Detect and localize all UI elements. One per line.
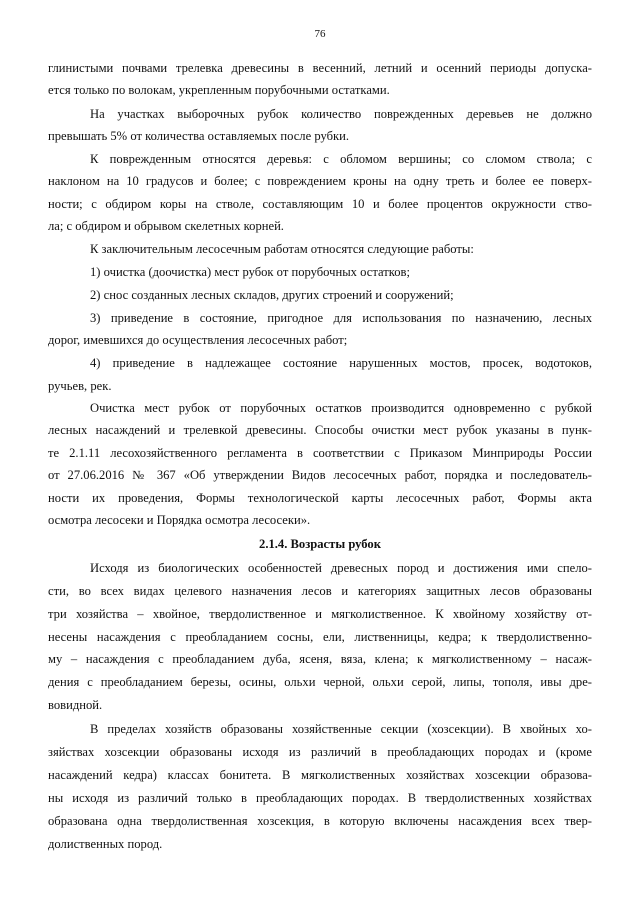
text-line: ла; с обдиром и обрывом скелетных корней. bbox=[48, 219, 284, 233]
text-line: ности их проведения, Формы технологической карты лесосечных работ, Формы акта bbox=[48, 491, 592, 505]
text-line: К поврежденным относятся деревья: с обломом вершины; со сломом ствола; с bbox=[90, 152, 592, 166]
text-line: осмотра лесосеки и Порядка осмотра лесосеки». bbox=[48, 513, 311, 527]
text-line: лесных насаждений и трелевкой древесины. Способы очистки мест рубок указаны в пунк- bbox=[48, 423, 592, 437]
text-line: три хозяйства – хвойное, твердолиственное и мягколиственное. К хвойному хозяйству от- bbox=[48, 607, 592, 621]
list-item: 1) очистка (доочистка) мест рубок от порубочных остатков; bbox=[90, 265, 410, 279]
text-line: ется только по волокам, укрепленным порубочными остатками. bbox=[48, 83, 390, 97]
text-line: ны исходя из различий только в преобладающих породах. В твердолиственных хозяйствах bbox=[48, 791, 592, 805]
text-line: глинистыми почвами трелевка древесины в весенний, летний и осенний периоды допуска- bbox=[48, 61, 592, 75]
text-line: В пределах хозяйств образованы хозяйственные секции (хозсекции). В хвойных хо- bbox=[90, 722, 592, 736]
text-line: Очистка мест рубок от порубочных остатков производится одновременно с рубкой bbox=[90, 401, 592, 415]
text-line: дорог, имевшихся до осуществления лесосечных работ; bbox=[48, 333, 348, 347]
text-line: ручьев, рек. bbox=[48, 379, 112, 393]
text-line: превышать 5% от количества оставляемых после рубки. bbox=[48, 129, 350, 143]
list-item: 2) снос созданных лесных складов, других строений и сооружений; bbox=[90, 288, 454, 302]
text-line: му – насаждения с преобладанием дуба, ясеня, вяза, клена; к мягколиственному – насаж- bbox=[48, 652, 592, 666]
text-line: от 27.06.2016 № 367 «Об утверждении Видов лесосечных работ, порядка и последователь- bbox=[48, 468, 592, 482]
text-line: зяйствах хозсекции образованы исходя из различий в преобладающих породах и (кроме bbox=[48, 745, 592, 759]
text-line: Исходя из биологических особенностей древесных пород и достижения ими спело- bbox=[90, 561, 592, 575]
text-line: наклоном на 10 градусов и более; с повреждением кроны на одну треть и более ее поверх- bbox=[48, 174, 592, 188]
text-line: ности; с обдиром коры на стволе, составляющим 10 и более процентов окружности ство- bbox=[48, 197, 592, 211]
text-line: долиственных пород. bbox=[48, 837, 163, 851]
section-heading: 2.1.4. Возрасты рубок bbox=[259, 537, 381, 551]
text-line: вовидной. bbox=[48, 698, 103, 712]
text-line: несены насаждения с преобладанием сосны, ели, лиственницы, кедра; к твердолиственно- bbox=[48, 630, 592, 644]
list-item: 4) приведение в надлежащее состояние нарушенных мостов, просек, водотоков, bbox=[90, 356, 592, 370]
list-item: 3) приведение в состояние, пригодное для использования по назначению, лесных bbox=[90, 311, 592, 325]
text-line: насаждений кедра) классах бонитета. В мягколиственных хозяйствах хозсекции образова- bbox=[48, 768, 592, 782]
text-line: На участках выборочных рубок количество поврежденных деревьев не должно bbox=[90, 107, 592, 121]
text-line: образована одна твердолиственная хозсекция, в которую включены насаждения всех твер- bbox=[48, 814, 592, 828]
text-line: дения с преобладанием березы, осины, ольхи черной, ольхи серой, липы, тополя, ивы дре- bbox=[48, 675, 592, 689]
text-line: сти, во всех видах целевого назначения лесов и категориях защитных лесов образованы bbox=[48, 584, 592, 598]
page-number: 76 bbox=[314, 28, 326, 40]
text-line: К заключительным лесосечным работам относятся следующие работы: bbox=[90, 242, 474, 256]
text-line: те 2.1.11 лесохозяйственного регламента в соответствии с Приказом Минприроды России bbox=[48, 446, 592, 460]
